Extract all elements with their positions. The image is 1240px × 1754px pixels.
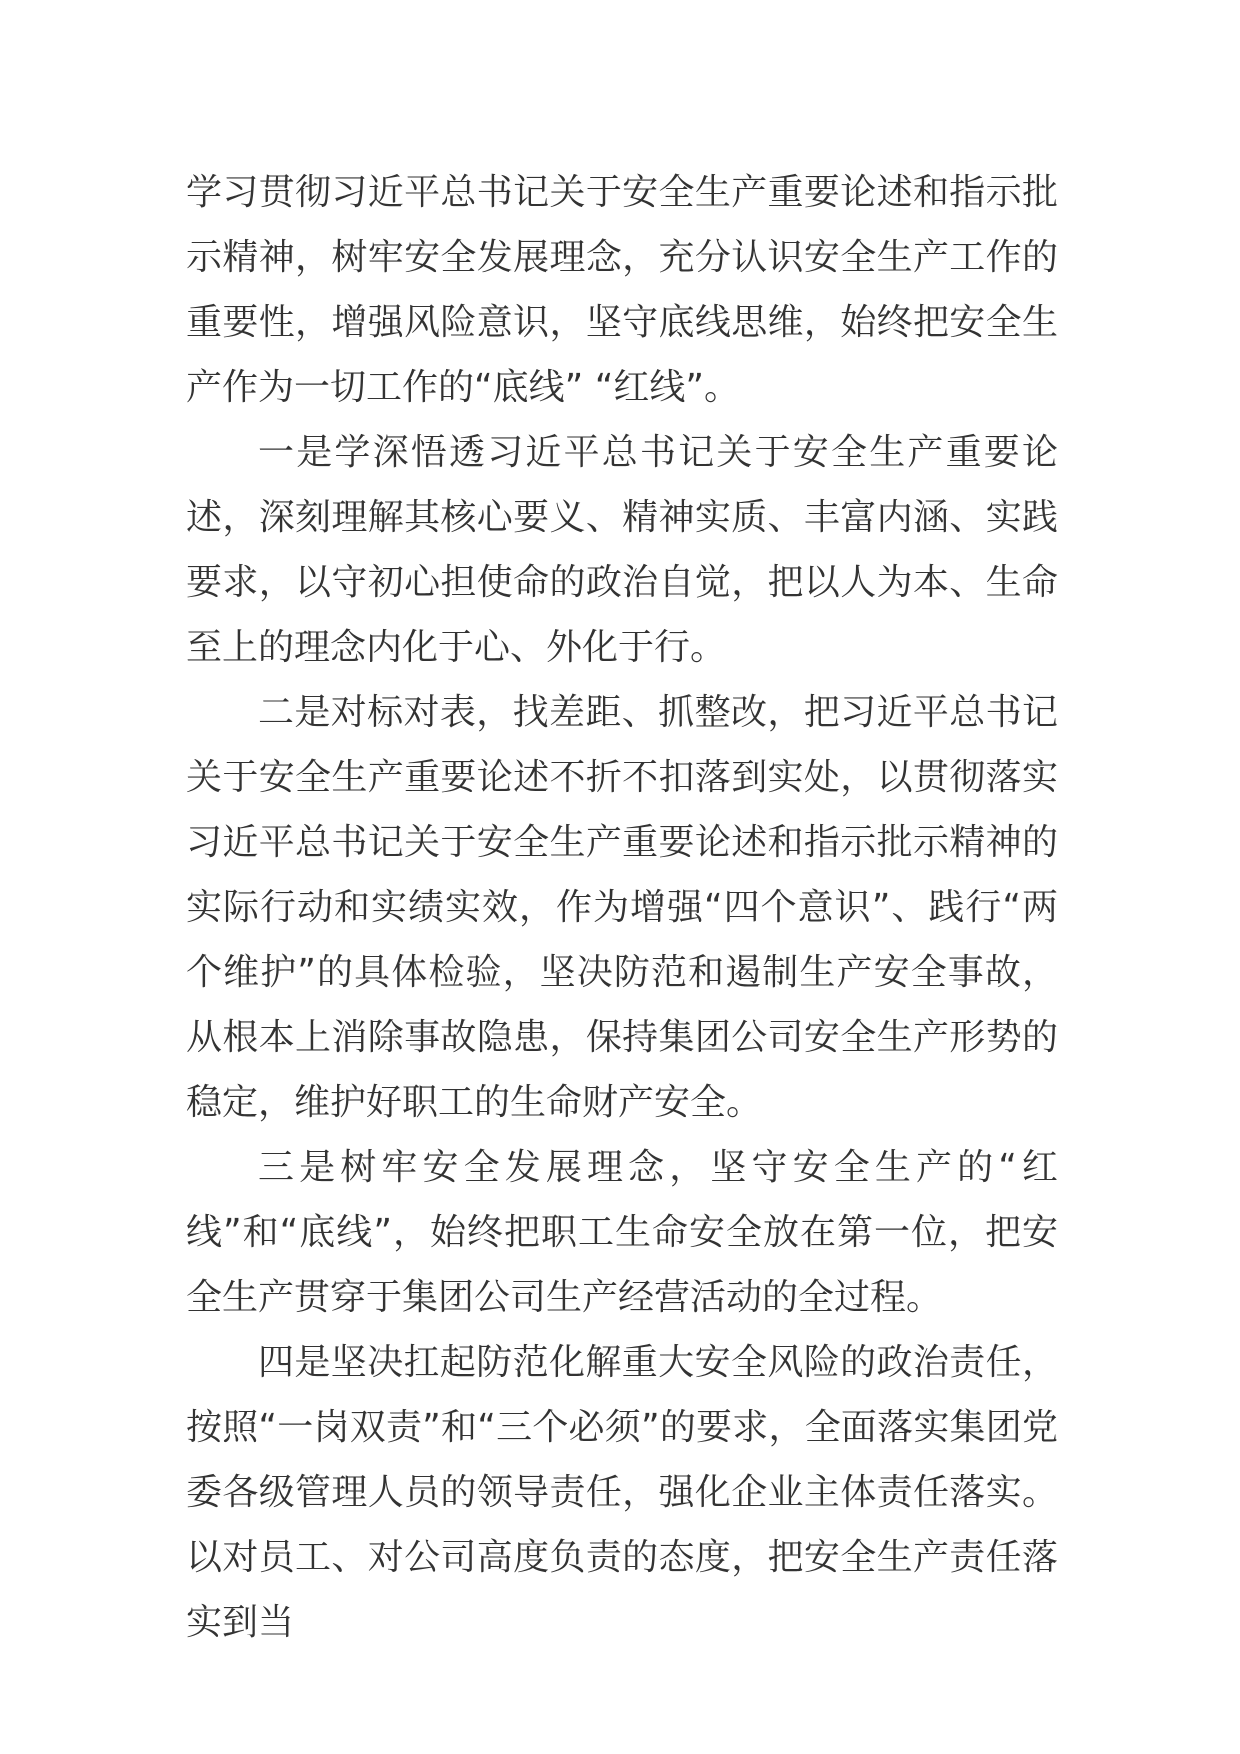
paragraph-intro: 学习贯彻习近平总书记关于安全生产重要论述和指示批示精神，树牢安全发展理念，充分认识安全生产工作的重要性，增强风险意识，坚守底线思维，始终把安全生产作为一切工作的“底线” “红线”。 (186, 172, 1058, 408)
paragraph-point-two: 二是对标对表，找差距、抓整改，把习近平总书记关于安全生产重要论述不折不扣落到实处，以贯彻落实习近平总书记关于安全生产重要论述和指示批示精神的实际行动和实绩实效，作为增强“四个意识”、践行“两个维护”的具体检验，坚决防范和遏制生产安全事故，从根本上消除事故隐患，保持集团公司安全生产形势的稳定，维护好职工的生命财产安全。 (186, 692, 1058, 1123)
paragraph-point-one: 一是学深悟透习近平总书记关于安全生产重要论述，深刻理解其核心要义、精神实质、丰富内涵、实践要求，以守初心担使命的政治自觉，把以人为本、生命至上的理念内化于心、外化于行。 (186, 432, 1058, 668)
paragraph-point-four: 四是坚决扛起防范化解重大安全风险的政治责任，按照“一岗双责”和“三个必须”的要求，全面落实集团党委各级管理人员的领导责任，强化企业主体责任落实。以对员工、对公司高度负责的态度，把安全生产责任落实到当 (186, 1342, 1058, 1643)
document-body (186, 160, 1058, 1655)
paragraph-point-three: 三是树牢安全发展理念，坚守安全生产的“红线”和“底线”，始终把职工生命安全放在第一位，把安全生产贯穿于集团公司生产经营活动的全过程。 (186, 1147, 1058, 1318)
